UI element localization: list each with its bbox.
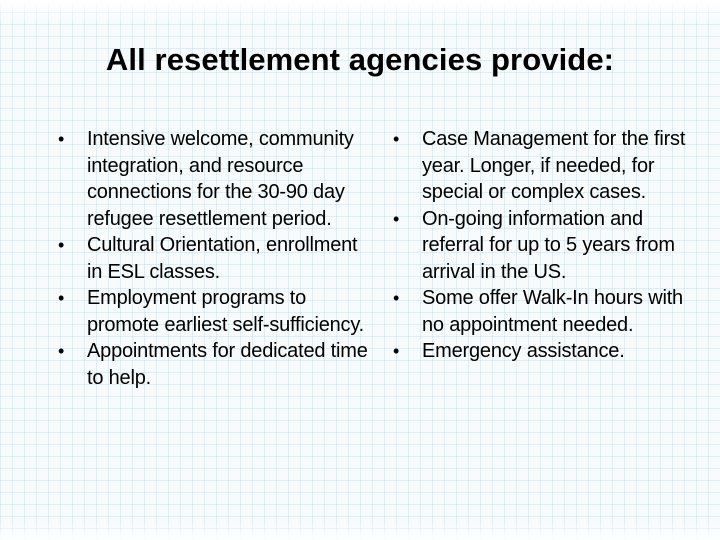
bullet-icon: • <box>58 129 65 149</box>
bottom-fade-band <box>0 522 720 540</box>
bullet-item <box>385 285 705 338</box>
left-column <box>50 126 375 391</box>
bullet-text: Cultural Orientation, enrollment in ESL classes. <box>87 234 358 283</box>
bullet-text: Some offer Walk-In hours with no appointment needed. <box>422 287 683 336</box>
bullet-item <box>50 232 375 285</box>
bullet-item <box>385 206 705 286</box>
bullet-text: Employment programs to promote earliest self-sufficiency. <box>87 287 365 336</box>
bullet-text: Appointments for dedicated time to help. <box>87 340 368 389</box>
bullet-icon: • <box>393 129 400 149</box>
bullet-item <box>50 338 375 391</box>
bullet-item <box>385 338 705 365</box>
bullet-text: Emergency assistance. <box>422 340 625 362</box>
slide-title: All resettlement agencies provide: <box>105 42 615 77</box>
bullet-text: On-going information and referral for up to 5 years from arrival in the US. <box>422 207 675 283</box>
bullet-item <box>385 126 705 206</box>
bullet-icon: • <box>58 341 65 361</box>
bullet-icon: • <box>393 208 400 229</box>
bullet-item <box>50 285 375 338</box>
bullet-text: Case Management for the first year. Longer, if needed, for special or complex cases. <box>422 128 686 203</box>
right-column <box>385 126 705 365</box>
bullet-icon: • <box>393 288 400 308</box>
bullet-text: Intensive welcome, community integration, and resource connections for the 30-90 day refugee resettlement period. <box>87 128 354 230</box>
bullet-icon: • <box>58 288 65 308</box>
bullet-icon: • <box>58 235 65 255</box>
bullet-item <box>50 126 375 232</box>
top-fade-band <box>0 0 720 22</box>
bullet-icon: • <box>393 341 400 361</box>
